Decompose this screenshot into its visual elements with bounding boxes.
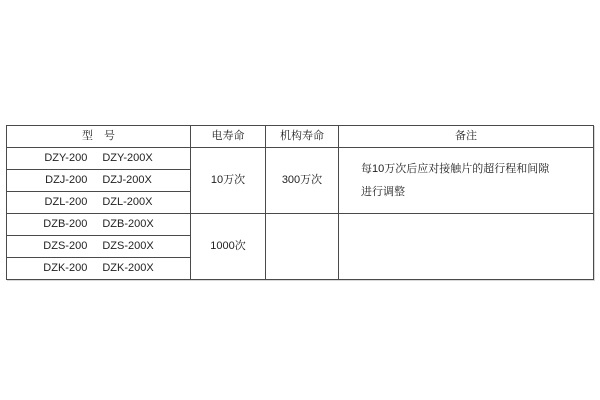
- model-name: DZL-200: [44, 196, 88, 208]
- model-cell: [7, 214, 191, 236]
- model-cell: [7, 258, 191, 280]
- table-row: [7, 148, 594, 170]
- model-cell: [7, 192, 191, 214]
- mechanical-life-cell-group2: [266, 214, 339, 280]
- model-name: DZK-200X: [102, 262, 154, 274]
- model-name: DZB-200: [43, 218, 88, 230]
- remark-line-1: 每10万次后应对接触片的超行程和间隙: [361, 162, 550, 175]
- model-name: DZJ-200: [45, 174, 88, 186]
- header-electrical-life: 电寿命: [191, 126, 266, 148]
- model-name: DZJ-200X: [102, 174, 152, 186]
- header-remarks: 备注: [339, 126, 594, 148]
- remark-cell-group1: [339, 148, 594, 214]
- model-cell: [7, 148, 191, 170]
- relay-life-spec-table: [6, 125, 594, 280]
- model-name: DZK-200: [43, 262, 88, 274]
- model-cell: [7, 170, 191, 192]
- electrical-life-cell-group1: 10万次: [191, 148, 266, 214]
- header-row: [7, 126, 594, 148]
- remark-cell-group2: [339, 214, 594, 280]
- model-name: DZB-200X: [102, 218, 154, 230]
- model-name: DZY-200: [44, 152, 88, 164]
- remark-line-2: 进行调整: [361, 185, 405, 198]
- model-name: DZS-200X: [102, 240, 154, 252]
- electrical-life-cell-group2: 1000次: [191, 214, 266, 280]
- header-mechanical-life: 机构寿命: [266, 126, 339, 148]
- mechanical-life-cell-group1: 300万次: [266, 148, 339, 214]
- model-name: DZY-200X: [102, 152, 153, 164]
- table-row: [7, 214, 594, 236]
- model-cell: [7, 236, 191, 258]
- model-name: DZL-200X: [102, 196, 153, 208]
- header-model: 型 号: [7, 126, 191, 148]
- model-name: DZS-200: [43, 240, 88, 252]
